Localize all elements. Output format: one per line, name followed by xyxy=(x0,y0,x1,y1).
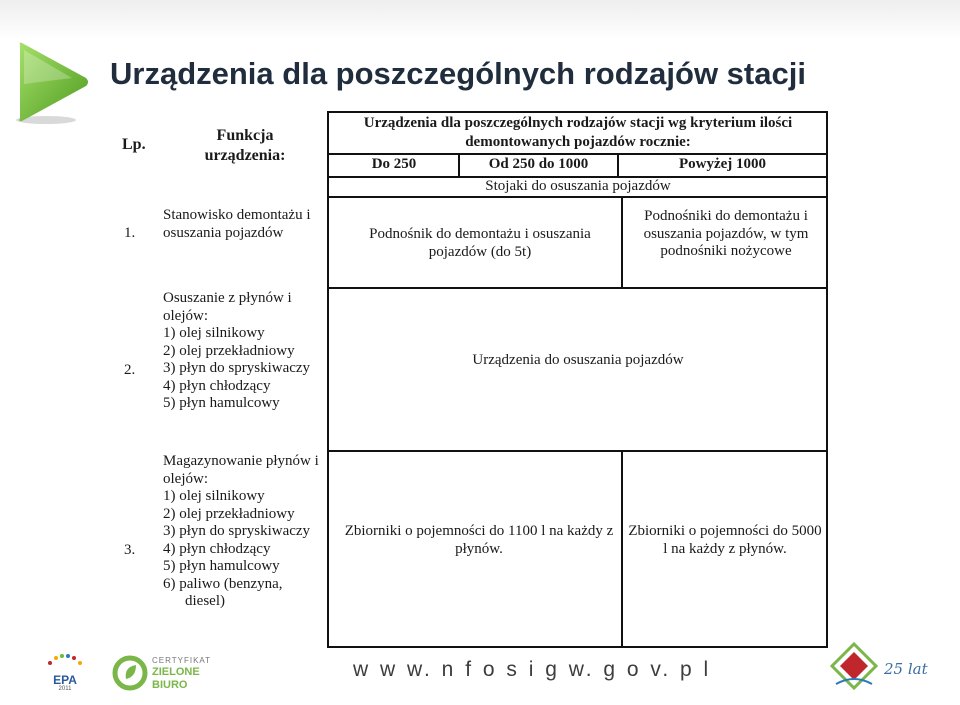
range-low: Do 250 xyxy=(371,156,417,172)
note-divider xyxy=(328,196,828,198)
header-divider xyxy=(328,153,828,155)
table-border-top xyxy=(328,111,828,113)
row2-fluid-list xyxy=(163,325,323,413)
list-item: 1) olej silnikowy xyxy=(163,488,265,504)
row1-device-low-mid: Podnośnik do demontażu i osuszania pojazdów (do 5t) xyxy=(369,226,591,260)
range-mid: Od 250 do 1000 xyxy=(488,156,589,172)
list-item: 4) płyn chłodzący xyxy=(163,540,271,557)
row1-function: Stanowisko demontażu i osuszania pojazdów xyxy=(163,207,311,241)
list-item: 1) olej silnikowy xyxy=(163,325,265,341)
epa-year: 2011 xyxy=(58,686,72,692)
anniversary-logo xyxy=(826,638,936,694)
row2-lp: 2. xyxy=(124,362,136,378)
column-divider xyxy=(155,112,156,647)
column-divider xyxy=(621,196,623,289)
header-function: Funkcja urządzenia: xyxy=(204,127,286,164)
footer-url[interactable]: w w w. n f o s i g w. g o v. p l xyxy=(353,658,712,681)
list-item: 5) płyn hamulcowy xyxy=(163,395,280,411)
row3-fluid-list xyxy=(163,488,323,611)
row-divider xyxy=(328,287,828,289)
list-item: 2) olej przekładniowy xyxy=(163,505,295,522)
list-item: 6) paliwo (benzyna, diesel) xyxy=(163,575,283,609)
certificate-logo xyxy=(112,654,222,694)
cert-line1: CERTYFIKAT xyxy=(152,656,212,665)
anniversary-emblem-icon xyxy=(826,638,882,694)
cert-line3: BIURO xyxy=(152,679,188,691)
row3-device-low-mid: Zbiorniki o pojemności do 1100 l na każdy z płynów. xyxy=(344,523,614,557)
column-divider xyxy=(621,450,623,647)
header-devices: Urządzenia dla poszczególnych rodzajów stacji wg kryterium ilości demontowanych pojazdów rocznie: xyxy=(363,115,793,150)
list-item: 5) płyn hamulcowy xyxy=(163,558,280,574)
row-divider xyxy=(118,287,328,289)
list-item: 4) płyn chłodzący xyxy=(163,377,271,394)
epa-logo xyxy=(40,652,90,692)
row3-device-high: Zbiorniki o pojemności do 5000 l na każdy z płynów. xyxy=(628,523,822,557)
cert-line2: ZIELONE xyxy=(152,666,200,678)
row1-lp: 1. xyxy=(124,225,136,241)
epa-star-icon xyxy=(40,652,90,674)
top-gradient xyxy=(0,0,960,40)
table-border-left xyxy=(327,111,329,648)
list-item: 3) płyn do spryskiwaczy xyxy=(163,360,311,376)
table-border-bottom xyxy=(328,646,828,648)
row3-lp: 3. xyxy=(124,542,136,558)
row2-function xyxy=(163,290,323,413)
epa-label: EPA xyxy=(53,673,77,687)
table-border-right xyxy=(826,111,828,648)
leaf-circle-icon xyxy=(112,655,148,691)
row3-function-title: Magazynowanie płynów i olejów: xyxy=(163,453,319,487)
row1-device-high: Podnośniki do demontażu i osuszania pojazdów, w tym podnośniki nożycowe xyxy=(643,208,809,259)
row-divider xyxy=(328,450,828,452)
row-divider xyxy=(118,450,328,452)
row3-function xyxy=(163,453,323,611)
page-title: Urządzenia dla poszczególnych rodzajów stacji xyxy=(110,56,806,91)
row2-function-title: Osuszanie z płynów i olejów: xyxy=(163,290,292,324)
range-high: Powyżej 1000 xyxy=(678,156,767,172)
all-ranges-note: Stojaki do osuszania pojazdów xyxy=(485,178,671,194)
list-item: 3) płyn do spryskiwaczy xyxy=(163,523,311,539)
anniversary-label: 25 lat xyxy=(884,660,928,678)
header-lp: Lp. xyxy=(122,136,146,153)
play-arrow-logo-icon xyxy=(12,38,92,128)
list-item: 2) olej przekładniowy xyxy=(163,342,295,359)
row2-device-all: Urządzenia do osuszania pojazdów xyxy=(472,352,684,368)
